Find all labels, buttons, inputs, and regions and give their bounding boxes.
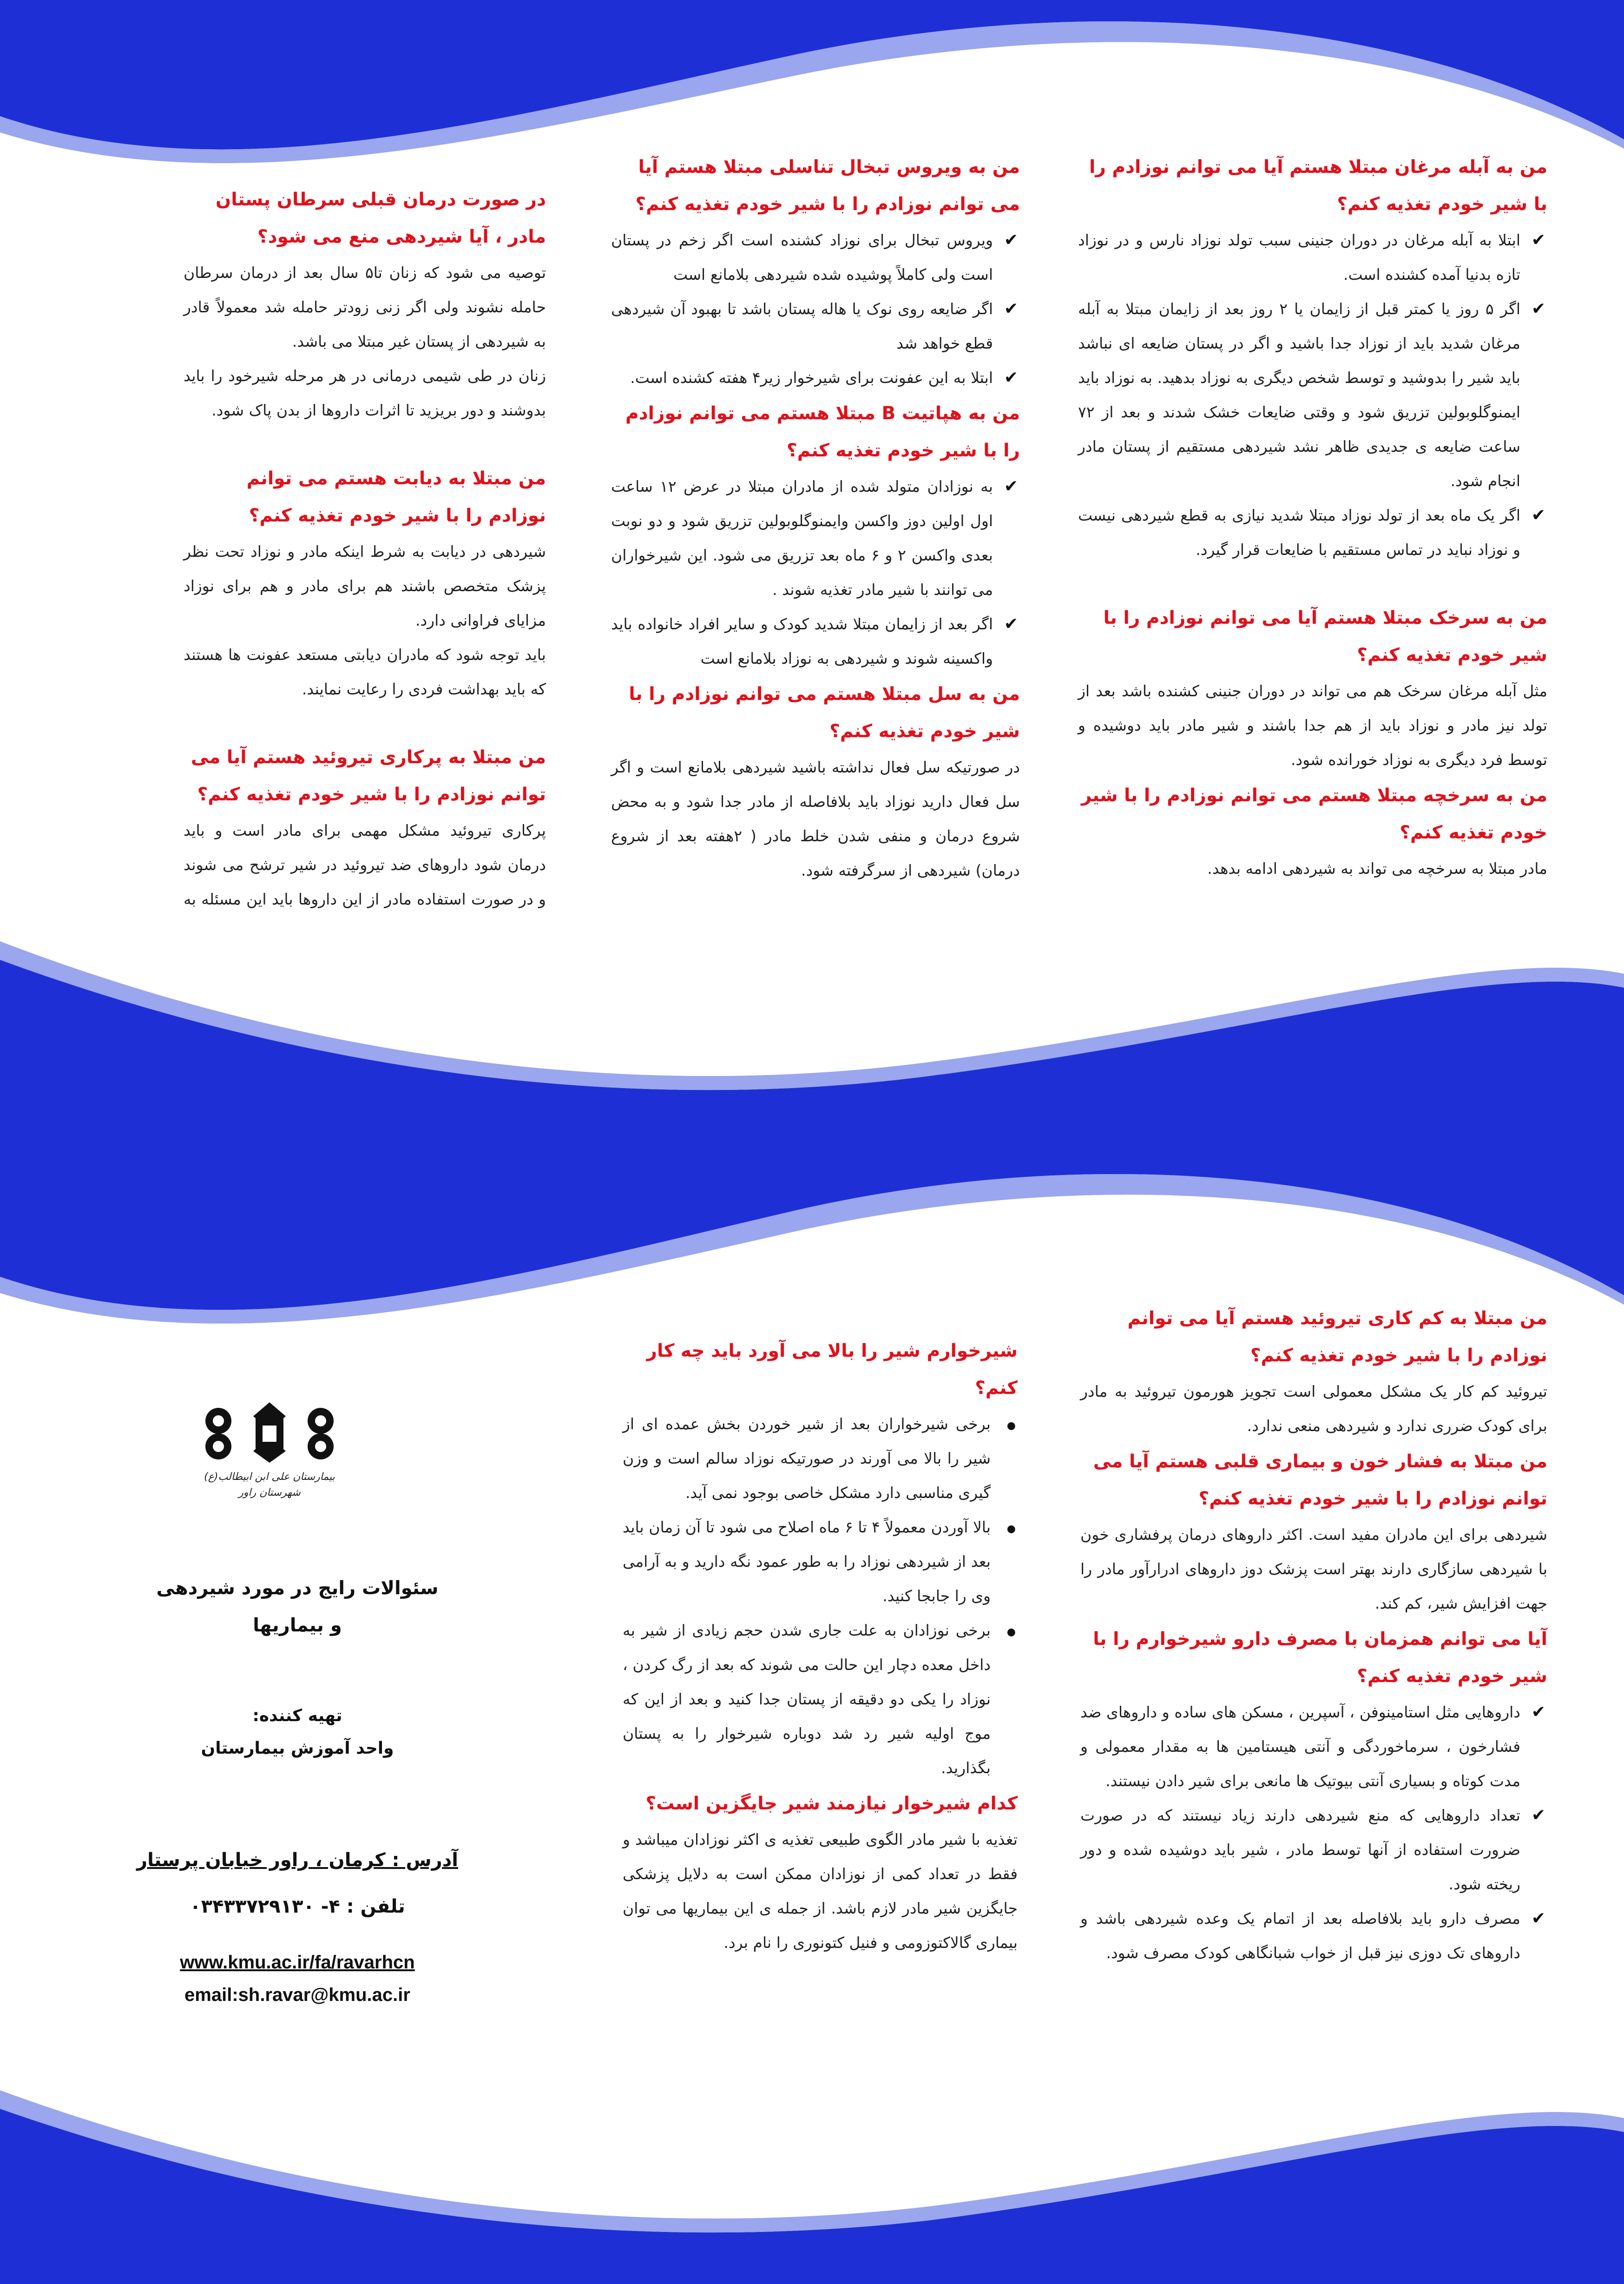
- title-line-1: سئوالات رایج در مورد شیردهی: [156, 1578, 439, 1599]
- list-item-text: داروهایی مثل استامینوفن ، آسپرین ، مسکن های ساده و داروهای ضد فشارخون ، سرماخوردگی و آنتی هیستامین ها به مقدار معمولی و مدت کوتاه و بسیاری آنتی بیوتیک ها مانعی برای شیر دادن نیستند.: [1080, 1703, 1520, 1790]
- list-item-text: تعداد داروهایی که منع شیردهی دارند زیاد نیستند که در صورت ضرورت استفاده از آنها توسط مادر ، شیر باید دوشیده شده و دور ریخته شود.: [1080, 1806, 1520, 1893]
- list-item-text: برخی شیرخواران بعد از شیر خوردن بخش عمده ای از شیر را بالا می آورند در صورتیکه نوزاد سالم است و وزن گیری مناسبی دارد مشکل خاصی بوجود نمی آید.: [623, 1415, 991, 1502]
- list-item-text: ابتلا به آبله مرغان در دوران جنینی سبب تولد نوزاد نارس و در نوزاد تازه بدنیا آمده کشنده است.: [1078, 231, 1520, 284]
- section-heading: کدام شیرخوار نیازمند شیر جایگزین است؟: [645, 1793, 1018, 1814]
- spacer: [184, 428, 546, 460]
- hospital-logo: [200, 1402, 339, 1514]
- spacer: [1078, 567, 1547, 600]
- checkmark-icon: ✔: [1531, 1909, 1545, 1928]
- checkmark-icon: ✔: [1004, 299, 1018, 318]
- logo-caption: بیمارستان علی ابن ابیطالب(ع) شهرستان راور: [204, 1471, 335, 1498]
- paragraph: تغذیه با شیر مادر الگوی طبیعی تغذیه ی اکثر نوزادان میباشد و فقط در تعداد کمی از نوزادان ممکن است به دلایل پزشکی جایگزین شیر مادر لازم باشد. از جمله ی این بیماریها می توان بیماری گالاکتوزومی و فنیل کتونوری را نام برد.: [623, 1830, 1018, 1952]
- list-item: [611, 361, 1020, 395]
- preparer-block: [112, 1700, 483, 1765]
- section-heading: من مبتلا به دیابت هستم می توانم نوزادم را با شیر خودم تغذیه کنم؟: [246, 468, 546, 526]
- column-herpes-hepatitis-tb: [611, 149, 1020, 888]
- website-link[interactable]: www.kmu.ac.ir/fa/ravarhcn: [180, 1952, 415, 1973]
- section-heading: من مبتلا به فشار خون و بیماری قلبی هستم آیا می توانم نوزادم را با شیر خودم تغذیه کنم؟: [1093, 1451, 1547, 1509]
- list-item-text: ویروس تبخال برای نوزاد کشنده است اگر زخم در پستان است ولی کاملاً پوشیده شده شیردهی بلامانع است: [611, 231, 993, 284]
- list-item: [611, 607, 1020, 676]
- checkmark-icon: ✔: [1004, 231, 1018, 250]
- checkmark-icon: ✔: [1531, 1806, 1545, 1825]
- paragraph: شیردهی برای این مادران مفید است. اکثر داروهای درمان پرفشاری خون با شیردهی سازگاری دارند بهتر است پزشک دوز داروهای ادرارآور مادر را جهت افزایش شیر، کم کند.: [1080, 1525, 1547, 1612]
- brochure-title: [112, 1570, 483, 1644]
- title-line-2: و بیماریها: [253, 1615, 342, 1636]
- column-hypothyroid-bp-medication: [1080, 1300, 1547, 1970]
- list-item: [611, 292, 1020, 361]
- bullet-list: [1080, 1695, 1547, 1970]
- prepared-by-value: واحد آموزش بیمارستان: [201, 1739, 394, 1758]
- list-item: [1080, 1798, 1547, 1901]
- paragraph: زنان در طی شیمی درمانی در هر مرحله شیرخود را باید بدوشند و دور بریزید تا اثرات داروها از بدن پاک شود.: [184, 367, 546, 419]
- list-item: [1078, 292, 1547, 498]
- section-heading: من به آبله مرغان مبتلا هستم آیا می توانم نوزادم را با شیر خودم تغذیه کنم؟: [1089, 157, 1547, 215]
- list-item-text: برخی نوزادان به علت جاری شدن حجم زیادی از شیر به داخل معده دچار این حالت می شوند که بعد از رگ کردن ، نوزاد را یکی دو دقیقه از پستان جدا کنید و بعد از این که موج اولیه شیر رد شد دوباره شیرخوار را به پستان بگذارید.: [623, 1621, 991, 1777]
- paragraph: مادر مبتلا به سرخچه می تواند به شیردهی ادامه بدهد.: [1207, 859, 1547, 878]
- section-heading: من به سل مبتلا هستم می توانم نوزادم را با شیر خودم تغذیه کنم؟: [629, 684, 1020, 742]
- brochure-page-outside: [0, 1142, 1624, 2284]
- list-item-text: مصرف دارو باید بلافاصله بعد از اتمام یک وعده شیردهی باشد و داروهای تک دوزی نیز قبل از خواب شبانگاهی کودک مصرف شود.: [1080, 1909, 1520, 1962]
- list-item: [1078, 223, 1547, 292]
- paragraph: توصیه می شود که زنان تا۵ سال بعد از درمان سرطان حامله نشوند ولی اگر زنی زودتر حامله شد معمولاً قادر به شیردهی از پستان غیر مبتلا می باشد.: [184, 264, 546, 350]
- paragraph: پرکاری تیروئید مشکل مهمی برای مادر است و باید درمان شود داروهای ضد تیروئید در شیر ترشح می شوند و در صورت استفاده مادر از این داروها باید این مسئله به: [184, 821, 546, 908]
- prepared-by-label: تهیه کننده:: [252, 1706, 342, 1725]
- section-heading: من به ویروس تبخال تناسلی مبتلا هستم آیا می توانم نوزادم را با شیر خودم تغذیه کنم؟: [635, 157, 1020, 215]
- list-item: [623, 1613, 1018, 1785]
- phone-text: تلفن : ۴- ۰۳۴۳۳۷۲۹۱۳۰: [190, 1896, 405, 1917]
- list-item-text: اگر ضایعه روی نوک یا هاله پستان باشد تا بهبود آن شیردهی قطع خواهد شد: [611, 300, 993, 352]
- list-item: [1080, 1695, 1547, 1798]
- section-heading: من مبتلا به کم کاری تیروئید هستم آیا می توانم نوزادم را با شیر خودم تغذیه کنم؟: [1127, 1308, 1547, 1366]
- list-item: [1080, 1901, 1547, 1970]
- section-heading: من به سرخچه مبتلا هستم می توانم نوزادم را با شیر خودم تغذیه کنم؟: [1081, 785, 1547, 843]
- section-heading: من مبتلا به پرکاری تیروئید هستم آیا می توانم نوزادم را با شیر خودم تغذیه کنم؟: [191, 747, 546, 805]
- logo-emblem-icon: [200, 1402, 339, 1463]
- checkmark-icon: ✔: [1531, 299, 1545, 318]
- column-chickenpox-measles-rubella: [1078, 149, 1547, 886]
- contact-block: [93, 1844, 502, 2011]
- email-link[interactable]: email:sh.ravar@kmu.ac.ir: [184, 1985, 410, 2005]
- bottom-wave-decoration: [0, 2053, 1624, 2284]
- spacer: [184, 706, 546, 739]
- list-item: [623, 1510, 1018, 1613]
- list-item-text: به نوزادان متولد شده از مادران مبتلا در عرض ۱۲ ساعت اول اولین دوز واکسن وایمنوگلوبولین تزریق شود و دو نوبت بعدی واکسن ۲ و ۶ ماه بعد تزریق می شود. این شیرخواران می توانند با شیر مادر تغذیه شوند .: [611, 477, 993, 599]
- column-cancer-diabetes-thyroid: [184, 181, 546, 1020]
- bullet-icon: ●: [1006, 1523, 1016, 1535]
- checkmark-icon: ✔: [1004, 368, 1018, 387]
- paragraph: مثل آبله مرغان سرخک هم می تواند در دوران جنینی کشنده باشد بعد از تولد نیز مادر و نوزاد باید از هم جدا باشند و شیر مادر باید دوشیده و توسط فرد دیگری به نوزاد خورانده شود.: [1078, 682, 1547, 769]
- list-item-text: اگر یک ماه بعد از تولد نوزاد مبتلا شدید نیازی به قطع شیردهی نیست و نوزاد نباید در تماس مستقیم با ضایعات قرار گیرد.: [1078, 506, 1520, 559]
- bullet-list: [1078, 223, 1547, 567]
- paragraph: در صورتیکه سل فعال نداشته باشید شیردهی بلامانع است و اگر سل فعال دارید نوزاد باید بلافاصله از مادر جدا شود و به محض شروع درمان و منفی شدن خلط مادر ( ۲هفته بعد از شروع درمان) شیردهی از سرگرفته شود.: [611, 758, 1020, 879]
- address-text: آدرس : کرمان ، راور خیابان پرستار: [137, 1849, 458, 1871]
- list-item: [611, 469, 1020, 607]
- checkmark-icon: ✔: [1531, 1703, 1545, 1722]
- bullet-list: [611, 469, 1020, 676]
- list-item-text: بالا آوردن معمولاً ۴ تا ۶ ماه اصلاح می شود تا آن زمان باید بعد از شیردهی نوزاد را به طور عمود نگه دارید و به آرامی وی را جابجا کنید.: [623, 1518, 991, 1605]
- bottom-wave-decoration: [0, 923, 1624, 1142]
- paragraph: تیروئید کم کار یک مشکل معمولی است تجویز هورمون تیروئید به مادر برای کودک ضرری ندارد و شیردهی منعی ندارد.: [1080, 1382, 1547, 1435]
- section-heading: من به سرخک مبتلا هستم آیا می توانم نوزادم را با شیر خودم تغذیه کنم؟: [1103, 607, 1547, 666]
- section-heading: آیا می توانم همزمان با مصرف دارو شیرخوارم را با شیر خودم تغذیه کنم؟: [1093, 1629, 1547, 1687]
- list-item-text: ابتلا به این عفونت برای شیرخوار زیر۴ هفته کشنده است.: [630, 369, 993, 387]
- checkmark-icon: ✔: [1004, 477, 1018, 496]
- bullet-icon: ●: [1006, 1420, 1016, 1432]
- section-heading: من به هپاتیت B مبتلا هستم می توانم نوزادم را با شیر خودم تغذیه کنم؟: [625, 403, 1020, 461]
- list-item-text: اگر ۵ روز یا کمتر قبل از زایمان یا ۲ روز بعد از زایمان مبتلا به آبله مرغان شدید باید از نوزاد جدا باشید و اگر در پستان ضایعه ای نباشد باید شیر را بدوشید و توسط شخص دیگری به نوزاد بدهید. به نوزاد باید ایمنوگلوبولین تزریق شود و وقتی ضایعات خشک شدند و بعد از ۷۲ ساعت ضایعه ی جدیدی ظاهر نشد شیردهی مستقیم از پستان مادر انجام شود.: [1078, 300, 1520, 490]
- list-item: [1078, 498, 1547, 567]
- checkmark-icon: ✔: [1531, 506, 1545, 525]
- bullet-icon: ●: [1006, 1626, 1016, 1638]
- paragraph: شیردهی در دیابت به شرط اینکه مادر و نوزاد تحت نظر پزشک متخصص باشند هم برای مادر و هم برای نوزاد مزایای فراوانی دارد.: [184, 542, 546, 629]
- column-vomiting-substitute-milk: [623, 1333, 1018, 1960]
- paragraph: باید توجه شود که مادران دیابتی مستعد عفونت ها هستند که باید بهداشت فردی را رعایت نمایند.: [184, 646, 546, 698]
- section-heading: شیرخوارم شیر را بالا می آورد باید چه کار کنم؟: [646, 1340, 1018, 1399]
- checkmark-icon: ✔: [1004, 614, 1018, 634]
- list-item: [611, 223, 1020, 292]
- section-heading: در صورت درمان قبلی سرطان پستان مادر ، آیا شیردهی منع می شود؟: [216, 189, 546, 247]
- list-item-text: اگر بعد از زایمان مبتلا شدید کودک و سایر افراد خانواده باید واکسینه شوند و شیردهی به نوزاد بلامانع است: [611, 615, 993, 667]
- list-item: [623, 1407, 1018, 1510]
- bullet-list: [611, 223, 1020, 395]
- bullet-list: [623, 1407, 1018, 1785]
- checkmark-icon: ✔: [1531, 231, 1545, 250]
